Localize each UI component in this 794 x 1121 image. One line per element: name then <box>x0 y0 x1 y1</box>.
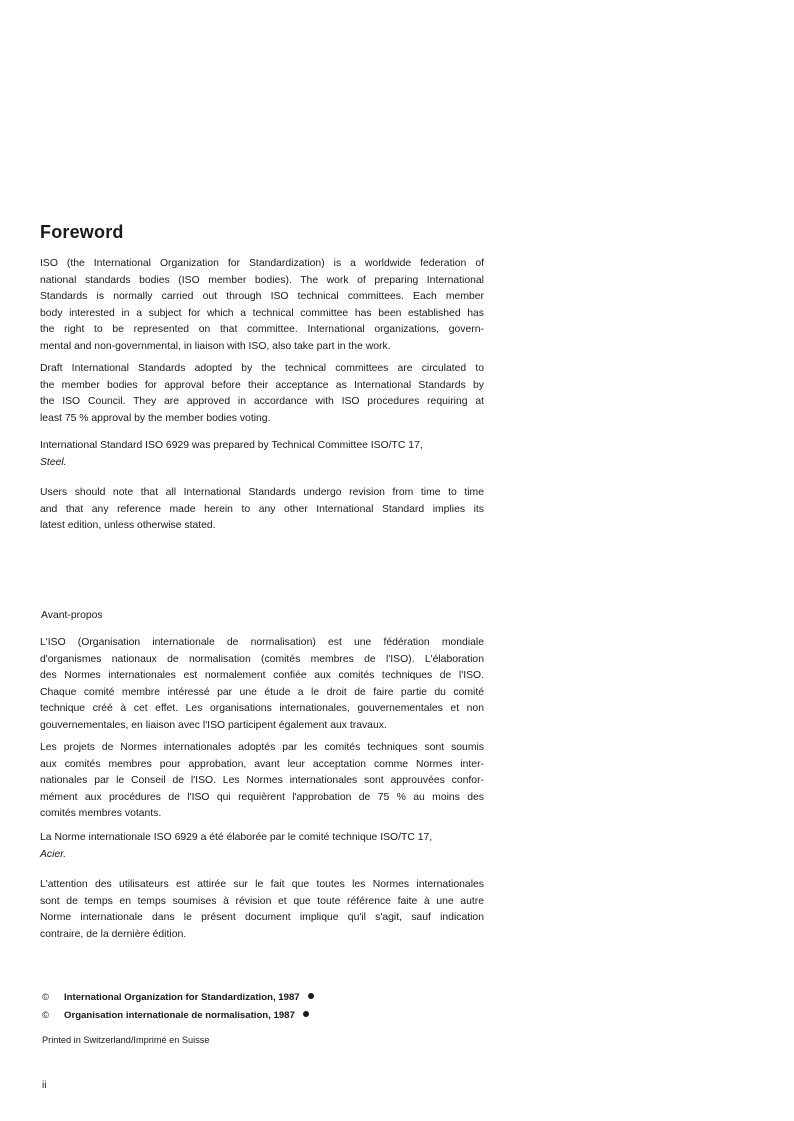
text-line: gouvernementales, en liaison avec l'ISO participent également aux travaux. <box>40 719 387 731</box>
text-line: and that any reference made herein to any other International Standard implies its <box>40 503 484 515</box>
avant-propos-paragraph-2 <box>40 740 484 823</box>
text-line: Standards is normally carried out through ISO technical committees. Each member <box>40 291 484 303</box>
text-line: latest edition, unless otherwise stated. <box>40 520 216 532</box>
text-line: body interested in a subject for which a technical committee has been established has <box>40 307 484 319</box>
text-line: mément aux procédures de l'ISO qui requièrent l'approbation de 75 % au moins des <box>40 791 484 803</box>
foreword-title: Foreword <box>40 222 124 242</box>
text-line: technique créé à cet effet. Les organisations internationales, gouvernementales et non <box>40 703 484 715</box>
copyright-line-english <box>42 992 314 1003</box>
avant-propos-paragraph-4 <box>40 877 484 943</box>
bullet-icon <box>303 1011 309 1017</box>
text-line: comités membres votants. <box>40 808 162 820</box>
text-line: aux comités membres pour approbation, avant leur acceptation comme Normes inter- <box>40 758 484 770</box>
committee-name: Steel. <box>40 456 67 468</box>
copyright-text: Organisation internationale de normalisation, 1987 <box>64 1010 295 1021</box>
text-line: Users should note that all International Standards undergo revision from time to time <box>40 487 484 498</box>
text-line: national standards bodies (ISO member bodies). The work of preparing International <box>40 274 484 286</box>
text-line: Draft International Standards adopted by the technical committees are circulated to <box>40 363 484 374</box>
foreword-paragraph-4 <box>40 485 484 535</box>
copyright-icon: © <box>42 1010 50 1021</box>
text-line: Norme internationale dans le présent document implique qu'il s'agit, sauf indication <box>40 912 484 924</box>
text-line: L'ISO (Organisation internationale de normalisation) est une fédération mondiale <box>40 637 484 648</box>
text-line: L'attention des utilisateurs est attirée sur le fait que toutes les Normes internationales <box>40 879 484 890</box>
text-line: des Normes internationales est normalement confiée aux comités techniques de l'ISO. <box>40 670 484 682</box>
text-line: mental and non-governmental, in liaison with ISO, also take part in the work. <box>40 340 391 352</box>
page-number: ii <box>42 1080 47 1091</box>
text-line: contraire, de la dernière édition. <box>40 928 187 940</box>
avant-propos-paragraph-1 <box>40 635 484 735</box>
copyright-line-french <box>42 1010 309 1021</box>
avant-propos-paragraph-3 <box>40 830 484 863</box>
copyright-text: International Organization for Standardization, 1987 <box>64 992 300 1003</box>
text-line: International Standard ISO 6929 was prepared by Technical Committee ISO/TC 17, <box>40 440 423 451</box>
foreword-paragraph-2 <box>40 361 484 427</box>
text-line: the right to be represented on that committee. International organizations, govern- <box>40 324 484 336</box>
committee-name: Acier. <box>40 848 67 860</box>
foreword-paragraph-3 <box>40 438 484 471</box>
text-line: Chaque comité membre intéressé par une étude a le droit de faire partie du comité <box>40 686 484 698</box>
text-line: nationales par le Conseil de l'ISO. Les Normes internationales sont approuvées confor- <box>40 775 484 787</box>
avant-propos-title: Avant-propos <box>41 610 103 621</box>
copyright-icon: © <box>42 992 50 1003</box>
text-line: sont de temps en temps soumises à révision et que toute référence faite à une autre <box>40 895 484 907</box>
bullet-icon <box>308 993 314 999</box>
text-line: d'organismes nationaux de normalisation (comités membres de l'ISO). L'élaboration <box>40 653 484 665</box>
text-line: the ISO Council. They are approved in accordance with ISO procedures requiring at <box>40 396 484 408</box>
foreword-paragraph-1 <box>40 256 484 356</box>
text-line: least 75 % approval by the member bodies voting. <box>40 412 271 424</box>
text-line: Les projets de Normes internationales adoptés par les comités techniques sont soumis <box>40 742 484 753</box>
text-line: the member bodies for approval before their acceptance as International Standards by <box>40 379 484 391</box>
text-line: ISO (the International Organization for Standardization) is a worldwide federation of <box>40 258 484 269</box>
text-line: La Norme internationale ISO 6929 a été élaborée par le comité technique ISO/TC 17, <box>40 832 433 843</box>
printed-in-note: Printed in Switzerland/Imprimé en Suisse <box>42 1035 210 1045</box>
